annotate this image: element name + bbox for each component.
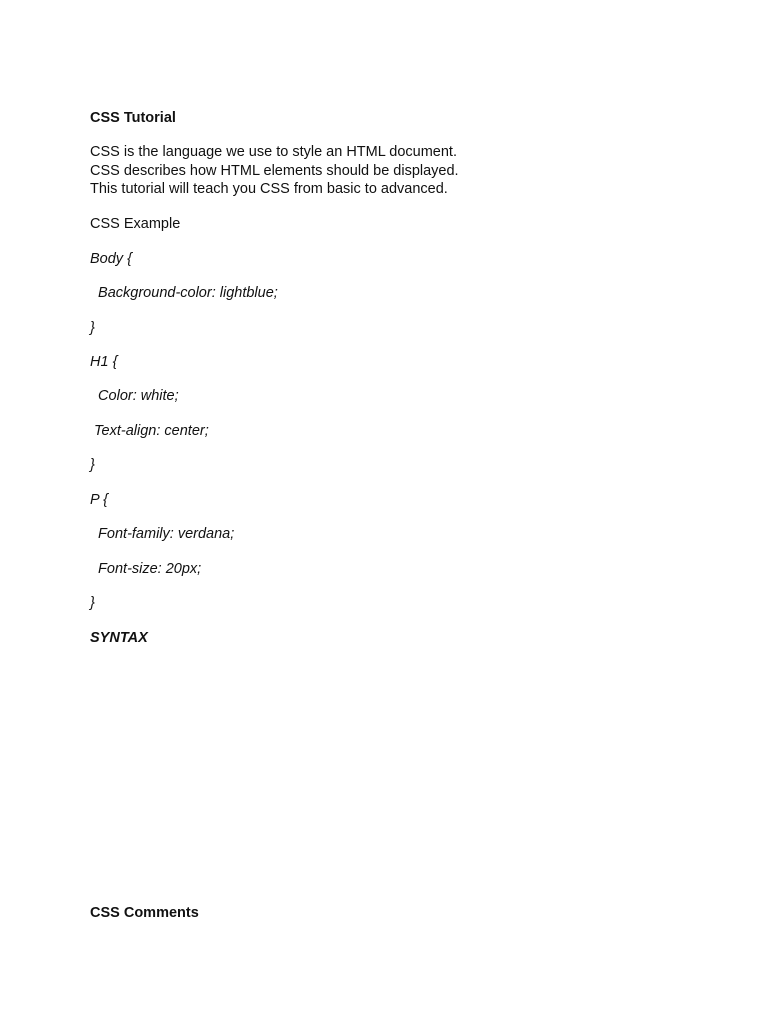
document-heading: CSS Tutorial — [90, 110, 176, 126]
syntax-heading: SYNTAX — [90, 630, 148, 646]
code-line: Color: white; — [90, 388, 179, 404]
code-line: Body { — [90, 251, 132, 267]
intro-paragraph — [90, 143, 459, 199]
code-line: Text-align: center; — [90, 423, 209, 439]
code-line: Background-color: lightblue; — [90, 285, 278, 301]
code-line: } — [90, 457, 95, 473]
intro-line: CSS is the language we use to style an HTML document. — [90, 144, 457, 160]
example-label: CSS Example — [90, 216, 181, 232]
code-line: } — [90, 320, 95, 336]
code-line: P { — [90, 492, 109, 508]
intro-line: This tutorial will teach you CSS from basic to advanced. — [90, 181, 448, 197]
comments-heading: CSS Comments — [90, 905, 199, 921]
code-line: Font-size: 20px; — [90, 561, 202, 577]
code-line: } — [90, 595, 95, 611]
code-line: H1 { — [90, 354, 118, 370]
code-line: Font-family: verdana; — [90, 526, 235, 542]
intro-line: CSS describes how HTML elements should be displayed. — [90, 162, 459, 179]
